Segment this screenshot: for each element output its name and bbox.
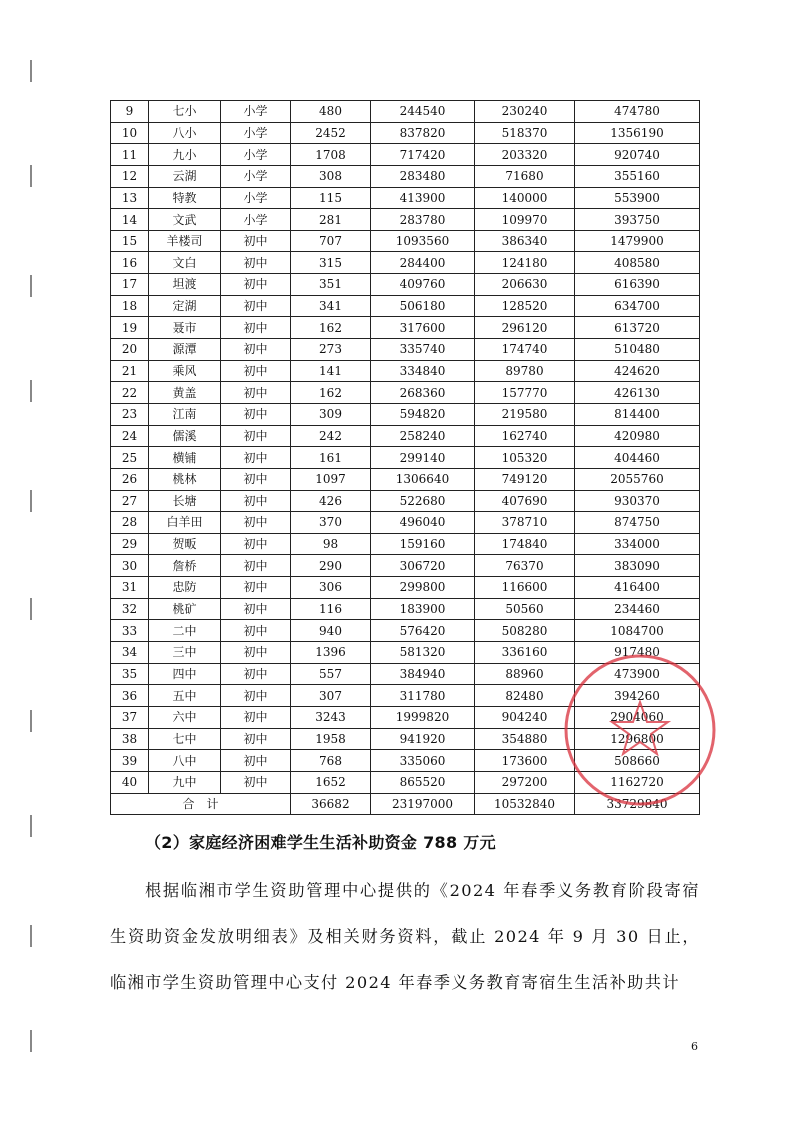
student-count: 940 [291, 620, 371, 642]
student-count: 768 [291, 750, 371, 772]
amount-col4: 2055760 [575, 468, 700, 490]
amount-col3: 354880 [475, 728, 575, 750]
amount-col4: 393750 [575, 209, 700, 231]
amount-col4: 553900 [575, 187, 700, 209]
amount-col3: 206630 [475, 274, 575, 296]
school-name: 聂市 [149, 317, 221, 339]
school-name: 源潭 [149, 339, 221, 361]
row-index: 33 [111, 620, 149, 642]
amount-col4: 814400 [575, 403, 700, 425]
amount-col2: 496040 [371, 512, 475, 534]
amount-col3: 386340 [475, 230, 575, 252]
amount-col2: 1093560 [371, 230, 475, 252]
table-row [111, 252, 700, 274]
amount-col4: 474780 [575, 101, 700, 123]
student-count: 273 [291, 339, 371, 361]
school-level: 初中 [221, 230, 291, 252]
row-index: 29 [111, 533, 149, 555]
amount-col3: 378710 [475, 512, 575, 534]
amount-col2: 865520 [371, 771, 475, 793]
amount-col3: 219580 [475, 403, 575, 425]
student-count: 3243 [291, 706, 371, 728]
school-name: 八小 [149, 122, 221, 144]
amount-col3: 749120 [475, 468, 575, 490]
amount-col2: 594820 [371, 403, 475, 425]
school-name: 白羊田 [149, 512, 221, 534]
table-row [111, 620, 700, 642]
amount-col3: 140000 [475, 187, 575, 209]
table-row [111, 382, 700, 404]
row-index: 22 [111, 382, 149, 404]
binding-mark [30, 165, 38, 187]
table-row [111, 555, 700, 577]
amount-col2: 717420 [371, 144, 475, 166]
row-index: 23 [111, 403, 149, 425]
school-level: 初中 [221, 252, 291, 274]
amount-col2: 159160 [371, 533, 475, 555]
table-row [111, 101, 700, 123]
student-count: 281 [291, 209, 371, 231]
amount-col3: 203320 [475, 144, 575, 166]
student-count: 426 [291, 490, 371, 512]
row-index: 12 [111, 165, 149, 187]
school-name: 八中 [149, 750, 221, 772]
row-index: 16 [111, 252, 149, 274]
amount-col4: 426130 [575, 382, 700, 404]
binding-mark [30, 380, 38, 402]
amount-col4: 1162720 [575, 771, 700, 793]
school-level: 初中 [221, 512, 291, 534]
school-level: 初中 [221, 598, 291, 620]
school-name: 三中 [149, 642, 221, 664]
page-number: 6 [691, 1040, 698, 1053]
total-col3: 10532840 [475, 793, 575, 815]
amount-col4: 917480 [575, 642, 700, 664]
table-row [111, 577, 700, 599]
school-name: 四中 [149, 663, 221, 685]
school-name: 贺畈 [149, 533, 221, 555]
binding-mark [30, 815, 38, 837]
amount-col4: 234460 [575, 598, 700, 620]
row-index: 9 [111, 101, 149, 123]
table-row [111, 144, 700, 166]
amount-col3: 296120 [475, 317, 575, 339]
amount-col3: 124180 [475, 252, 575, 274]
row-index: 13 [111, 187, 149, 209]
amount-col4: 473900 [575, 663, 700, 685]
amount-col2: 183900 [371, 598, 475, 620]
row-index: 31 [111, 577, 149, 599]
amount-col4: 930370 [575, 490, 700, 512]
amount-col2: 335060 [371, 750, 475, 772]
student-count: 341 [291, 295, 371, 317]
amount-col2: 299800 [371, 577, 475, 599]
school-level: 初中 [221, 490, 291, 512]
row-index: 35 [111, 663, 149, 685]
amount-col2: 283480 [371, 165, 475, 187]
table-row [111, 274, 700, 296]
amount-col3: 109970 [475, 209, 575, 231]
table-row [111, 447, 700, 469]
student-count: 162 [291, 382, 371, 404]
amount-col3: 76370 [475, 555, 575, 577]
table-row [111, 468, 700, 490]
school-name: 横铺 [149, 447, 221, 469]
school-level: 初中 [221, 339, 291, 361]
row-index: 38 [111, 728, 149, 750]
school-name: 文武 [149, 209, 221, 231]
school-level: 初中 [221, 750, 291, 772]
amount-col2: 334840 [371, 360, 475, 382]
school-name: 七中 [149, 728, 221, 750]
school-level: 初中 [221, 533, 291, 555]
amount-col2: 268360 [371, 382, 475, 404]
amount-col2: 244540 [371, 101, 475, 123]
school-level: 初中 [221, 468, 291, 490]
table-row [111, 598, 700, 620]
table-row [111, 425, 700, 447]
row-index: 36 [111, 685, 149, 707]
school-level: 初中 [221, 555, 291, 577]
amount-col4: 613720 [575, 317, 700, 339]
amount-col3: 128520 [475, 295, 575, 317]
student-count: 161 [291, 447, 371, 469]
total-col2: 23197000 [371, 793, 475, 815]
amount-col3: 508280 [475, 620, 575, 642]
school-name: 二中 [149, 620, 221, 642]
row-index: 17 [111, 274, 149, 296]
student-count: 115 [291, 187, 371, 209]
row-index: 18 [111, 295, 149, 317]
student-count: 351 [291, 274, 371, 296]
amount-col4: 334000 [575, 533, 700, 555]
row-index: 28 [111, 512, 149, 534]
student-count: 242 [291, 425, 371, 447]
binding-mark [30, 490, 38, 512]
table-row [111, 490, 700, 512]
amount-col3: 82480 [475, 685, 575, 707]
school-name: 长塘 [149, 490, 221, 512]
amount-col4: 355160 [575, 165, 700, 187]
school-level: 初中 [221, 577, 291, 599]
amount-col2: 335740 [371, 339, 475, 361]
amount-col4: 920740 [575, 144, 700, 166]
table-row [111, 187, 700, 209]
school-level: 初中 [221, 274, 291, 296]
school-name: 詹桥 [149, 555, 221, 577]
row-index: 25 [111, 447, 149, 469]
school-name: 乘风 [149, 360, 221, 382]
body-paragraph: 根据临湘市学生资助管理中心提供的《2024 年春季义务教育阶段寄宿生资助资金发放明细表》及相关财务资料，截止 2024 年 9 月 30 日止，临湘市学生资助管理中心支付 2024 年春季义务教育寄宿生生活补助共计 [110, 881, 700, 992]
amount-col3: 71680 [475, 165, 575, 187]
row-index: 21 [111, 360, 149, 382]
amount-col3: 157770 [475, 382, 575, 404]
amount-col4: 1479900 [575, 230, 700, 252]
school-name: 羊楼司 [149, 230, 221, 252]
amount-col2: 413900 [371, 187, 475, 209]
amount-col2: 522680 [371, 490, 475, 512]
amount-col2: 506180 [371, 295, 475, 317]
student-count: 306 [291, 577, 371, 599]
school-name: 云湖 [149, 165, 221, 187]
school-level: 小学 [221, 187, 291, 209]
school-level: 初中 [221, 447, 291, 469]
row-index: 32 [111, 598, 149, 620]
student-count: 307 [291, 685, 371, 707]
school-name: 九中 [149, 771, 221, 793]
table-row [111, 339, 700, 361]
table-row [111, 295, 700, 317]
amount-col4: 510480 [575, 339, 700, 361]
student-count: 1708 [291, 144, 371, 166]
school-level: 初中 [221, 360, 291, 382]
binding-mark [30, 60, 38, 82]
binding-mark [30, 710, 38, 732]
school-name: 九小 [149, 144, 221, 166]
row-index: 40 [111, 771, 149, 793]
amount-col4: 616390 [575, 274, 700, 296]
student-count: 1958 [291, 728, 371, 750]
section-heading: （2）家庭经济困难学生生活补助资金 788 万元 [145, 833, 496, 852]
school-name: 特教 [149, 187, 221, 209]
school-level: 初中 [221, 382, 291, 404]
amount-col3: 50560 [475, 598, 575, 620]
row-index: 20 [111, 339, 149, 361]
amount-col4: 2904060 [575, 706, 700, 728]
school-level: 初中 [221, 425, 291, 447]
row-index: 34 [111, 642, 149, 664]
amount-col3: 174740 [475, 339, 575, 361]
school-level: 初中 [221, 771, 291, 793]
total-label: 合 计 [111, 793, 291, 815]
amount-col4: 416400 [575, 577, 700, 599]
student-count: 162 [291, 317, 371, 339]
school-level: 小学 [221, 209, 291, 231]
school-level: 初中 [221, 317, 291, 339]
amount-col3: 336160 [475, 642, 575, 664]
amount-col2: 1999820 [371, 706, 475, 728]
school-level: 初中 [221, 706, 291, 728]
amount-col3: 116600 [475, 577, 575, 599]
amount-col3: 89780 [475, 360, 575, 382]
amount-col4: 420980 [575, 425, 700, 447]
amount-col4: 404460 [575, 447, 700, 469]
amount-col2: 384940 [371, 663, 475, 685]
table-row [111, 533, 700, 555]
amount-col3: 173600 [475, 750, 575, 772]
amount-col4: 394260 [575, 685, 700, 707]
student-count: 480 [291, 101, 371, 123]
school-level: 初中 [221, 642, 291, 664]
table-row [111, 122, 700, 144]
school-name: 定湖 [149, 295, 221, 317]
row-index: 24 [111, 425, 149, 447]
row-index: 11 [111, 144, 149, 166]
amount-col2: 941920 [371, 728, 475, 750]
table-row [111, 317, 700, 339]
school-name: 坦渡 [149, 274, 221, 296]
amount-col3: 174840 [475, 533, 575, 555]
amount-col4: 1084700 [575, 620, 700, 642]
school-name: 五中 [149, 685, 221, 707]
amount-col4: 408580 [575, 252, 700, 274]
table-row [111, 209, 700, 231]
student-count: 315 [291, 252, 371, 274]
amount-col2: 581320 [371, 642, 475, 664]
amount-col2: 576420 [371, 620, 475, 642]
row-index: 10 [111, 122, 149, 144]
table-row [111, 165, 700, 187]
row-index: 14 [111, 209, 149, 231]
school-level: 小学 [221, 165, 291, 187]
amount-col3: 88960 [475, 663, 575, 685]
school-name: 儒溪 [149, 425, 221, 447]
amount-col3: 230240 [475, 101, 575, 123]
school-name: 黄盖 [149, 382, 221, 404]
school-level: 小学 [221, 122, 291, 144]
total-col4: 33729840 [575, 793, 700, 815]
amount-col4: 424620 [575, 360, 700, 382]
row-index: 26 [111, 468, 149, 490]
school-name: 江南 [149, 403, 221, 425]
amount-col3: 407690 [475, 490, 575, 512]
school-level: 初中 [221, 403, 291, 425]
school-level: 小学 [221, 101, 291, 123]
binding-mark [30, 598, 38, 620]
binding-mark [30, 275, 38, 297]
amount-col2: 837820 [371, 122, 475, 144]
student-count: 707 [291, 230, 371, 252]
student-count: 141 [291, 360, 371, 382]
amount-col3: 297200 [475, 771, 575, 793]
school-name: 文白 [149, 252, 221, 274]
row-index: 27 [111, 490, 149, 512]
student-count: 557 [291, 663, 371, 685]
student-count: 308 [291, 165, 371, 187]
amount-col4: 1356190 [575, 122, 700, 144]
school-level: 小学 [221, 144, 291, 166]
student-count: 1097 [291, 468, 371, 490]
amount-col2: 311780 [371, 685, 475, 707]
student-count: 1396 [291, 642, 371, 664]
student-count: 98 [291, 533, 371, 555]
amount-col2: 258240 [371, 425, 475, 447]
amount-col2: 283780 [371, 209, 475, 231]
amount-col4: 508660 [575, 750, 700, 772]
school-name: 桃林 [149, 468, 221, 490]
table-row [111, 360, 700, 382]
school-name: 七小 [149, 101, 221, 123]
amount-col2: 1306640 [371, 468, 475, 490]
school-level: 初中 [221, 620, 291, 642]
student-count: 290 [291, 555, 371, 577]
school-level: 初中 [221, 663, 291, 685]
row-index: 30 [111, 555, 149, 577]
amount-col2: 299140 [371, 447, 475, 469]
student-count: 116 [291, 598, 371, 620]
school-level: 初中 [221, 728, 291, 750]
row-index: 15 [111, 230, 149, 252]
official-seal-icon [560, 650, 720, 810]
table-row [111, 403, 700, 425]
total-students: 36682 [291, 793, 371, 815]
table-row [111, 230, 700, 252]
student-count: 1652 [291, 771, 371, 793]
amount-col3: 105320 [475, 447, 575, 469]
amount-col2: 306720 [371, 555, 475, 577]
amount-col4: 383090 [575, 555, 700, 577]
row-index: 37 [111, 706, 149, 728]
amount-col4: 874750 [575, 512, 700, 534]
amount-col3: 518370 [475, 122, 575, 144]
amount-col4: 1296800 [575, 728, 700, 750]
student-count: 370 [291, 512, 371, 534]
school-name: 桃矿 [149, 598, 221, 620]
student-count: 2452 [291, 122, 371, 144]
row-index: 39 [111, 750, 149, 772]
amount-col2: 409760 [371, 274, 475, 296]
amount-col4: 634700 [575, 295, 700, 317]
amount-col3: 162740 [475, 425, 575, 447]
student-count: 309 [291, 403, 371, 425]
amount-col3: 904240 [475, 706, 575, 728]
school-level: 初中 [221, 685, 291, 707]
amount-col2: 284400 [371, 252, 475, 274]
binding-mark [30, 1030, 38, 1052]
school-name: 六中 [149, 706, 221, 728]
school-name: 忠防 [149, 577, 221, 599]
binding-mark [30, 925, 38, 947]
table-row [111, 512, 700, 534]
amount-col2: 317600 [371, 317, 475, 339]
row-index: 19 [111, 317, 149, 339]
school-level: 初中 [221, 295, 291, 317]
